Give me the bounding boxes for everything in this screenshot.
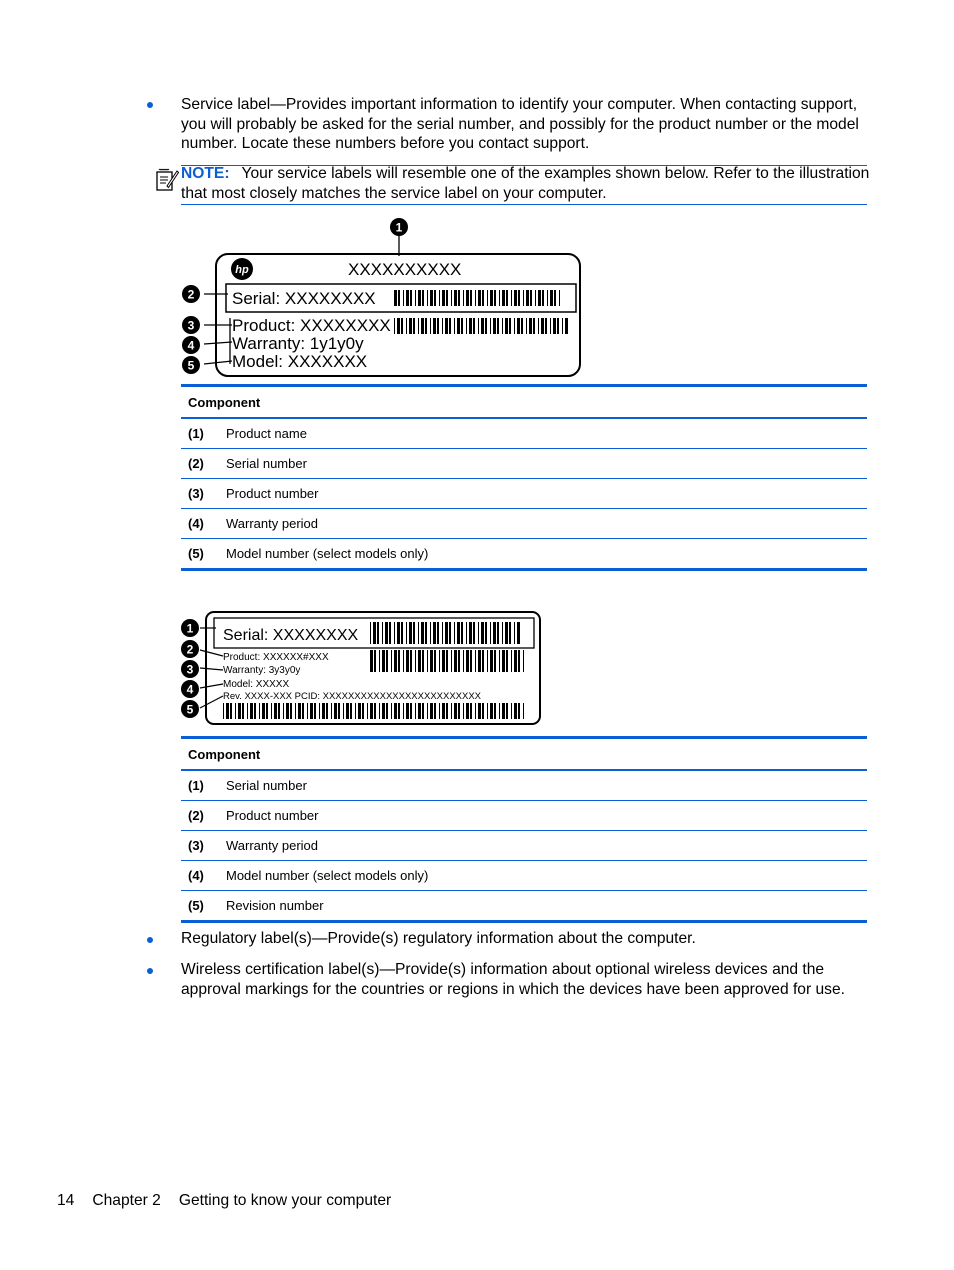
table-row: (2) Serial number [181, 449, 867, 479]
page-footer [57, 1192, 409, 1210]
note-icon [155, 168, 179, 192]
label1-product: Product: XXXXXXXX [232, 316, 391, 335]
callout-5 [182, 356, 200, 374]
note-body: Your service labels will resemble one of the examples shown below. Refer to the illustration that most closely matches the service label on your computer. [181, 165, 870, 202]
bullet-marker [147, 968, 153, 974]
chapter-number: Chapter 2 [92, 1192, 161, 1209]
label2-serial: Serial: XXXXXXXX [223, 627, 359, 644]
component-table-2 [181, 736, 867, 923]
label1-warranty: Warranty: 1y1y0y [232, 334, 364, 353]
label2-model: Model: XXXXX [223, 679, 290, 690]
label1-serial: Serial: XXXXXXXX [232, 289, 376, 308]
table-row: (2) Product number [181, 801, 867, 831]
callout-4 [181, 680, 199, 698]
label2-rev: Rev. XXXX-XXX PCID: XXXXXXXXXXXXXXXXXXXXXXXXX [223, 691, 482, 702]
note-text [181, 164, 871, 204]
note-label: NOTE: [181, 165, 230, 182]
hp-logo-text: hp [235, 264, 249, 276]
callout-3 [182, 316, 200, 334]
svg-text:2: 2 [186, 642, 194, 657]
bullet-marker [147, 937, 153, 943]
callout-1 [390, 218, 408, 236]
wireless-label-paragraph: Wireless certification label(s)—Provide(s) information about optional wireless devices and the approval markings for the countries or regions in which the devices have been approved for use. [181, 961, 845, 998]
service-label-paragraph: Service label—Provides important information to identify your computer. When contacting support, you will probably be asked for the serial number, and possibly for the product number or the model number. Locate these numbers before you contact support. [181, 96, 859, 152]
chapter-title: Getting to know your computer [178, 1192, 392, 1209]
svg-text:5: 5 [187, 358, 195, 373]
service-label-illustration-2 [178, 608, 548, 730]
label1-product-name: XXXXXXXXXX [348, 260, 462, 279]
table-row: (4) Warranty period [181, 509, 867, 539]
table-header: Component [188, 394, 261, 410]
svg-text:1: 1 [395, 220, 403, 235]
svg-text:3: 3 [186, 662, 194, 677]
callout-2 [181, 640, 199, 658]
label2-product: Product: XXXXXX#XXX [223, 652, 329, 663]
callout-5 [181, 700, 199, 718]
callout-4 [182, 336, 200, 354]
svg-text:5: 5 [186, 702, 194, 717]
component-table-1 [181, 384, 867, 571]
table-row: (5) Revision number [181, 891, 867, 922]
service-label-illustration-1 [178, 214, 588, 382]
table-row: (1) Serial number [181, 770, 867, 801]
callout-3 [181, 660, 199, 678]
table-row: (3) Warranty period [181, 831, 867, 861]
callout-1 [181, 619, 199, 637]
callout-2 [182, 285, 200, 303]
label1-model: Model: XXXXXXX [232, 352, 368, 371]
svg-text:1: 1 [186, 621, 194, 636]
table-row: (3) Product number [181, 479, 867, 509]
table-row: (5) Model number (select models only) [181, 539, 867, 570]
table-row: (4) Model number (select models only) [181, 861, 867, 891]
label2-warranty: Warranty: 3y3y0y [223, 665, 301, 676]
page-number: 14 [57, 1192, 75, 1209]
svg-text:4: 4 [187, 338, 195, 353]
svg-text:3: 3 [187, 318, 195, 333]
table-row: (1) Product name [181, 418, 867, 449]
table-header: Component [188, 746, 261, 762]
bullet-marker [147, 102, 153, 108]
svg-text:4: 4 [186, 682, 194, 697]
svg-text:2: 2 [187, 287, 195, 302]
regulatory-label-paragraph: Regulatory label(s)—Provide(s) regulatory information about the computer. [181, 930, 696, 947]
